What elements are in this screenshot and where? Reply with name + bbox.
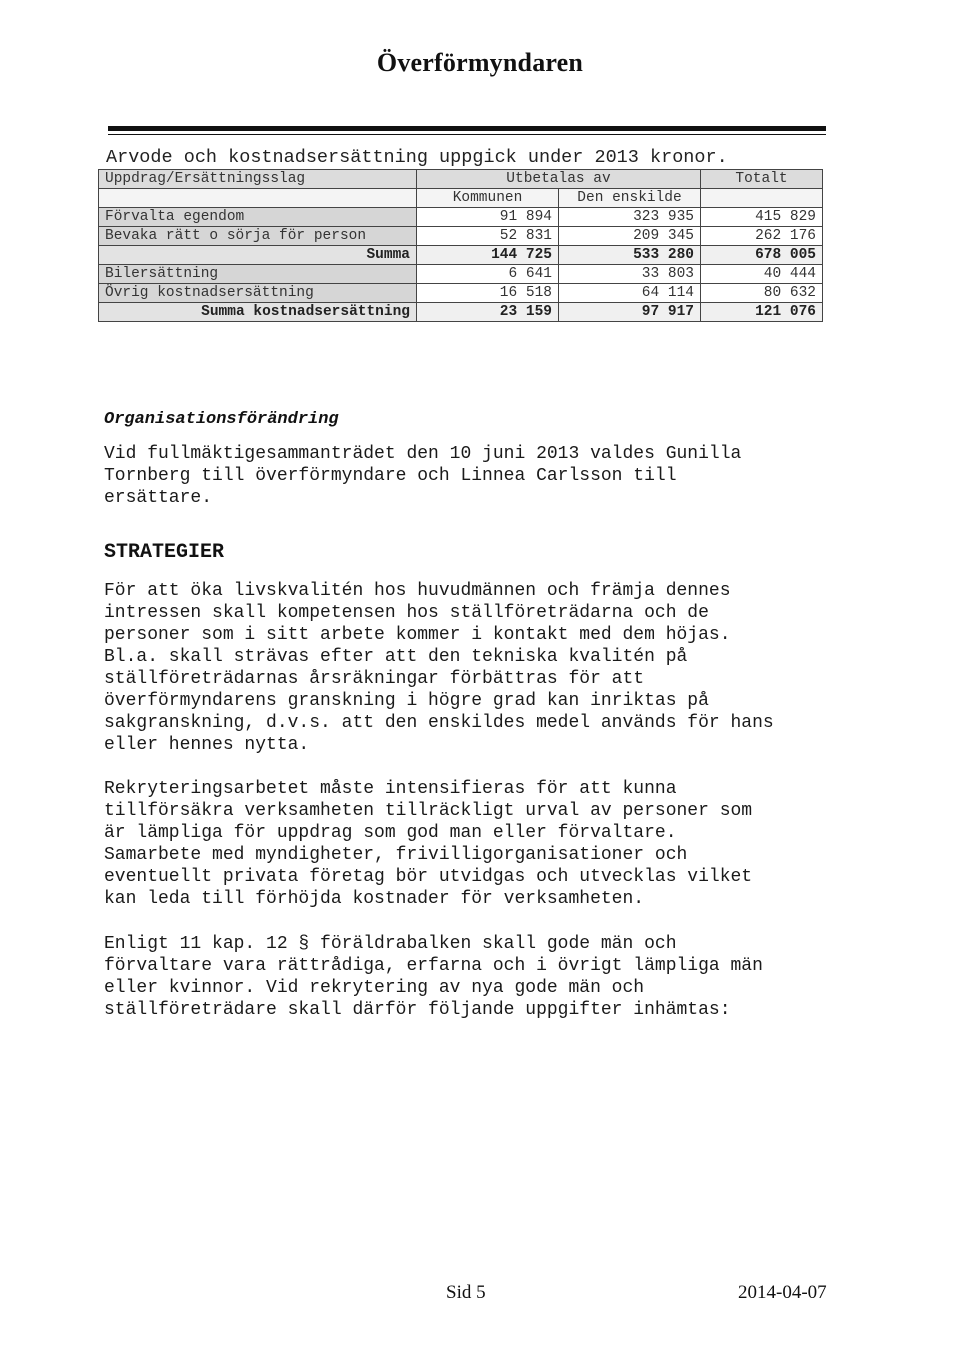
text-line: eventuellt privata företag bör utvidgas och utvecklas vilket xyxy=(104,867,753,887)
text-line: förvaltare vara rättrådiga, erfarna och i övrigt lämpliga män xyxy=(104,956,763,976)
organisation-paragraph xyxy=(104,443,741,509)
text-line: ersättare. xyxy=(104,488,213,508)
cell-municipality: 23 159 xyxy=(417,303,559,322)
cell-individual: 33 803 xyxy=(559,265,701,284)
text-line: eller hennes nytta. xyxy=(104,735,310,755)
table-row xyxy=(99,246,823,265)
strategies-paragraph-1 xyxy=(104,580,774,756)
row-label: Summa kostnadsersättning xyxy=(99,303,417,322)
footer-date: 2014-04-07 xyxy=(738,1282,827,1303)
text-line: Samarbete med myndigheter, frivilligorganisationer och xyxy=(104,845,688,865)
cell-total: 40 444 xyxy=(701,265,823,284)
text-line: eller kvinnor. Vid rekrytering av nya gode män och xyxy=(104,978,645,998)
cell-individual: 323 935 xyxy=(559,208,701,227)
text-line: Enligt 11 kap. 12 § föräldrabalken skall gode män och xyxy=(104,934,677,954)
table-subheader-row xyxy=(99,189,823,208)
text-line: ställföreträdare skall därför följande uppgifter inhämtas: xyxy=(104,1000,731,1020)
text-line: ställföreträdarnas årsräkningar förbättras för att xyxy=(104,669,645,689)
text-line: kan leda till förhöjda kostnader för verksamheten. xyxy=(104,889,645,909)
text-line: överförmyndarens granskning i högre grad kan inriktas på xyxy=(104,691,709,711)
strategies-paragraph-2 xyxy=(104,778,752,910)
cost-table xyxy=(98,169,823,322)
strategies-heading: STRATEGIER xyxy=(104,541,225,564)
subheader-empty xyxy=(99,189,417,208)
cell-municipality: 91 894 xyxy=(417,208,559,227)
table-row xyxy=(99,284,823,303)
cell-total: 415 829 xyxy=(701,208,823,227)
table-caption: Arvode och kostnadsersättning uppgick under 2013 kronor. xyxy=(106,147,728,168)
subheader-empty-total xyxy=(701,189,823,208)
text-line: Rekryteringsarbetet måste intensifieras för att kunna xyxy=(104,779,677,799)
row-label: Bevaka rätt o sörja för person xyxy=(99,227,417,246)
footer-page-number: Sid 5 xyxy=(446,1282,486,1303)
text-line: För att öka livskvalitén hos huvudmännen och främja dennes xyxy=(104,581,731,601)
header-paid-by: Utbetalas av xyxy=(417,170,701,189)
text-line: är lämpliga för uppdrag som god man eller förvaltare. xyxy=(104,823,677,843)
text-line: Tornberg till överförmyndare och Linnea Carlsson till xyxy=(104,466,677,486)
row-label: Förvalta egendom xyxy=(99,208,417,227)
text-line: Bl.a. skall strävas efter att den tekniska kvalitén på xyxy=(104,647,688,667)
cell-individual: 97 917 xyxy=(559,303,701,322)
table-row xyxy=(99,227,823,246)
cell-municipality: 144 725 xyxy=(417,246,559,265)
text-line: sakgranskning, d.v.s. att den enskildes medel används för hans xyxy=(104,713,774,733)
table-row xyxy=(99,303,823,322)
header-rule-thick xyxy=(108,126,826,131)
cell-total: 121 076 xyxy=(701,303,823,322)
cell-individual: 64 114 xyxy=(559,284,701,303)
strategies-paragraph-3 xyxy=(104,933,763,1021)
table-row xyxy=(99,208,823,227)
header-municipality: Kommunen xyxy=(417,189,559,208)
cell-municipality: 6 641 xyxy=(417,265,559,284)
row-label: Bilersättning xyxy=(99,265,417,284)
header-individual: Den enskilde xyxy=(559,189,701,208)
table-header-row xyxy=(99,170,823,189)
cell-individual: 533 280 xyxy=(559,246,701,265)
text-line: Vid fullmäktigesammanträdet den 10 juni 2013 valdes Gunilla xyxy=(104,444,742,464)
cell-total: 678 005 xyxy=(701,246,823,265)
page-title: Överförmyndaren xyxy=(376,48,584,77)
cell-total: 80 632 xyxy=(701,284,823,303)
organisation-heading: Organisationsförändring xyxy=(104,410,339,429)
cell-municipality: 16 518 xyxy=(417,284,559,303)
text-line: personer som i sitt arbete kommer i kontakt med dem höjas. xyxy=(104,625,731,645)
cell-municipality: 52 831 xyxy=(417,227,559,246)
text-line: intressen skall kompetensen hos ställföreträdarna och de xyxy=(104,603,709,623)
cell-individual: 209 345 xyxy=(559,227,701,246)
cell-total: 262 176 xyxy=(701,227,823,246)
header-type: Uppdrag/Ersättningsslag xyxy=(99,170,417,189)
header-rule-thin xyxy=(108,134,826,135)
table-row xyxy=(99,265,823,284)
row-label: Övrig kostnadsersättning xyxy=(99,284,417,303)
row-label: Summa xyxy=(99,246,417,265)
header-total: Totalt xyxy=(701,170,823,189)
text-line: tillförsäkra verksamheten tillräckligt urval av personer som xyxy=(104,801,753,821)
